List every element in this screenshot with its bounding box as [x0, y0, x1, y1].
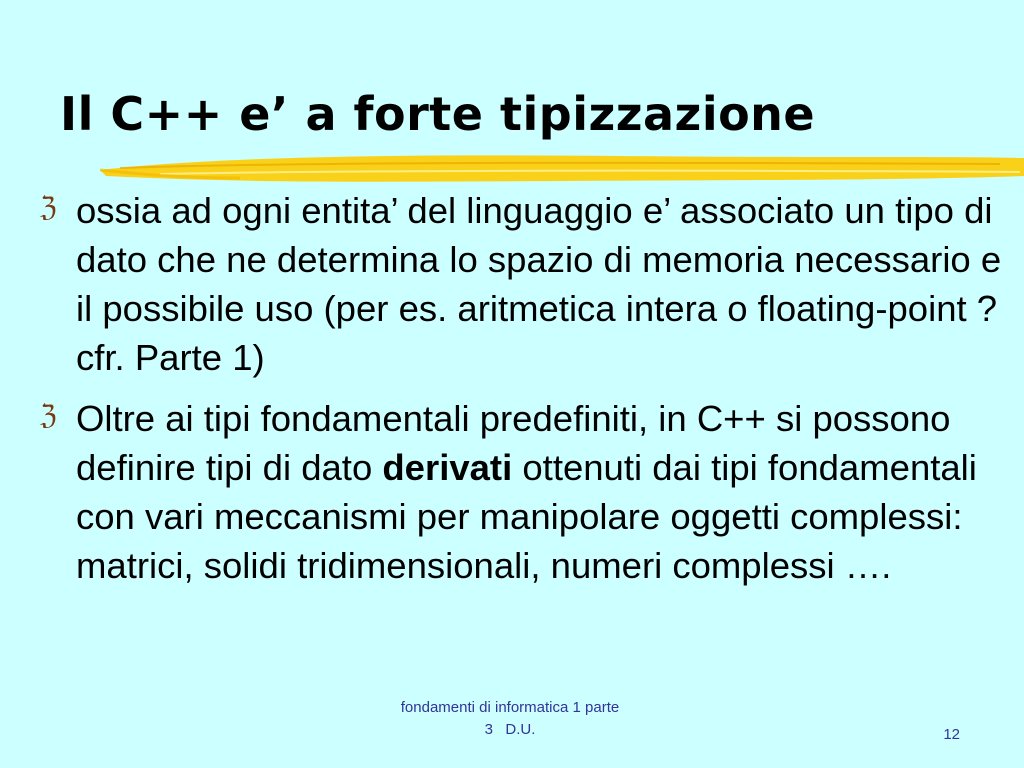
z-ligature-bullet-icon: ℨ	[40, 192, 57, 223]
slide-title: Il C++ e’ a forte tipizzazione	[60, 87, 816, 141]
bullet-text-after: ottenuti dai tipi fondamentali con vari meccanismi per manipolare oggetti complessi: matrici, solidi tridimensionali, numeri complessi ….	[76, 447, 977, 586]
footer-line-2: 3 D.U.	[484, 721, 536, 738]
bullet-item	[40, 394, 1015, 590]
bullet-text: ossia ad ogni entita’ del linguaggio e’ associato un tipo di dato che ne determina lo spazio di memoria necessario e il possibile uso (per es. aritmetica intera o floating-point ? cfr. Parte 1)	[76, 190, 1002, 378]
bullet-bold-term: derivati	[382, 447, 513, 488]
footer-line-1: fondamenti di informatica 1 parte	[400, 699, 620, 716]
z-ligature-bullet-icon: ℨ	[40, 400, 57, 431]
bullet-text-before: Oltre ai tipi fondamentali predefiniti, in C++ si possono definire tipi di dato	[76, 398, 951, 488]
title-underline-brushstroke	[100, 150, 1024, 190]
footer-caption	[340, 697, 680, 741]
bullet-list	[40, 186, 1015, 602]
bullet-item	[40, 186, 1015, 382]
page-number: 12	[943, 726, 960, 743]
